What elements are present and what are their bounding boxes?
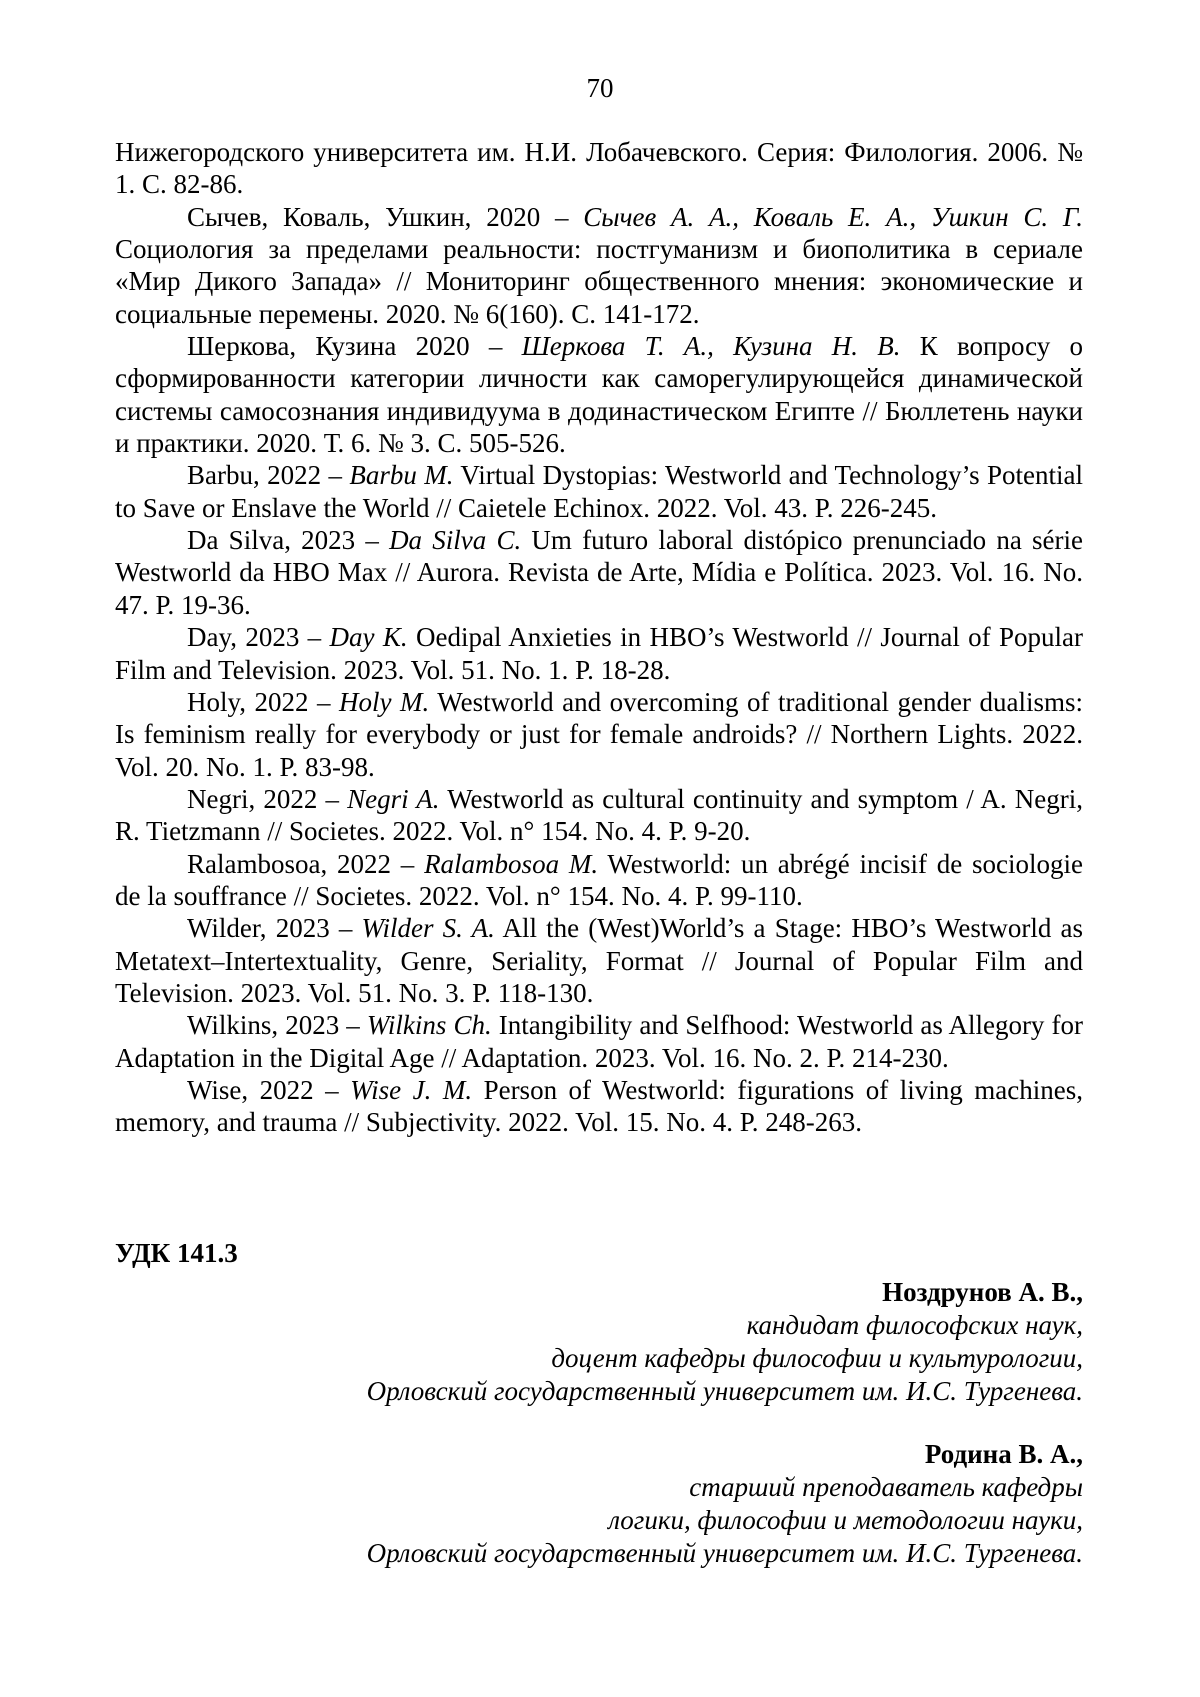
reference-text: Intangibility and Selfhood: Westworld as Allegory for Adaptation in the Digital Age // Adaptation. 2023. Vol. 16. No. 2. P. 214-230. [115, 1010, 1083, 1073]
reference-text: Westworld as cultural continuity and symptom / A. Negri, R. Tietzmann // Societes. 2022. Vol. n° 154. No. 4. P. 9-20. [115, 783, 1084, 847]
reference-entry [115, 686, 1083, 783]
reference-authors: Wise J. M. [350, 1074, 473, 1105]
reference-list [115, 136, 1083, 1139]
reference-authors: Negri A. [347, 783, 440, 814]
author-position: старший преподаватель кафедры [689, 1472, 1083, 1502]
reference-entry [115, 459, 1083, 524]
reference-text: Oedipal Anxieties in HBO’s Westworld // Journal of Popular Film and Television. 2023. Vol. 51. No. 1. P. 18-28. [115, 622, 1084, 685]
reference-lead: Ralambosoa, 2022 – [187, 848, 425, 879]
author-university: Орловский государственный университет им. И.С. Тургенева. [366, 1538, 1083, 1568]
reference-entry [115, 912, 1083, 1009]
reference-text: Нижегородского университета им. Н.И. Лобачевского. Серия: Филология. 2006. № 1. С. 82-86. [115, 137, 1083, 200]
reference-authors: Шеркова Т. А., Кузина Н. В. [521, 331, 901, 362]
reference-authors: Wilkins Ch. [366, 1010, 492, 1041]
author-block [183, 1438, 1083, 1570]
reference-text: Virtual Dystopias: Westworld and Technology’s Potential to Save or Enslave the World // Caietele Echinox. 2022. Vol. 43. P. 226-245. [115, 460, 1083, 523]
author-name: Родина В. А., [924, 1439, 1083, 1469]
author-block [183, 1276, 1083, 1408]
reference-authors: Ralambosoa M. [424, 848, 599, 879]
author-department: логики, философии и методологии науки, [608, 1505, 1083, 1535]
reference-lead: Сычев, Коваль, Ушкин, 2020 – [187, 201, 584, 232]
author-name: Ноздрунов А. В., [882, 1277, 1083, 1307]
reference-entry [115, 1074, 1083, 1139]
reference-lead: Holy, 2022 – [187, 686, 340, 717]
reference-entry [115, 783, 1083, 848]
reference-authors: Da Silva C. [389, 525, 522, 556]
reference-entry [115, 330, 1083, 459]
reference-text: Um futuro laboral distópico prenunciado na série Westworld da HBO Max // Aurora. Revista de Arte, Mídia e Política. 2023. Vol. 16. No. 47. P. 19-36. [115, 525, 1083, 620]
reference-authors: Wilder S. A. [361, 913, 495, 944]
reference-lead: Wise, 2022 – [187, 1074, 351, 1105]
reference-lead: Barbu, 2022 – [187, 460, 350, 491]
author-department: доцент кафедры философии и культурологии, [551, 1343, 1083, 1373]
author-university: Орловский государственный университет им. И.С. Тургенева. [366, 1376, 1083, 1406]
author-position: кандидат философских наук, [746, 1310, 1083, 1340]
reference-lead: Negri, 2022 – [187, 783, 348, 814]
reference-lead: Шеркова, Кузина 2020 – [187, 331, 522, 362]
reference-lead: Wilder, 2023 – [187, 913, 362, 944]
reference-lead: Wilkins, 2023 – [187, 1010, 367, 1041]
page-number: 70 [586, 73, 614, 103]
reference-entry [115, 201, 1083, 330]
reference-authors: Сычев А. А., Коваль Е. А., Ушкин С. Г. [583, 201, 1083, 232]
reference-entry [115, 621, 1083, 686]
reference-authors: Day K. [329, 622, 408, 653]
reference-text: Person of Westworld: figurations of living machines, memory, and trauma // Subjectivity. 2022. Vol. 15. No. 4. P. 248-263. [115, 1074, 1083, 1138]
reference-entry [115, 1009, 1083, 1074]
reference-text: Социология за пределами реальности: постгуманизм и биополитика в сериале «Мир Дикого Запада» // Мониторинг общественного мнения: экономические и социальные перемены. 2020. № 6(160). С. 141-172. [115, 234, 1083, 329]
reference-text: К вопросу о сформированности категории личности как саморегулирующейся динамической системы самосознания индивидуума в додинастическом Египте // Бюллетень науки и практики. 2020. Т. 6. № 3. С. 505-526. [115, 331, 1084, 459]
reference-entry [115, 136, 1083, 201]
reference-text: Westworld and overcoming of traditional gender dualisms: Is feminism really for everybody or just for female androids? // Northern Lights. 2022. Vol. 20. No. 1. P. 83-98. [115, 686, 1083, 782]
reference-entry [115, 848, 1083, 913]
udk-code: УДК 141.3 [115, 1238, 238, 1268]
reference-text: Westworld: un abrégé incisif de sociologie de la souffrance // Societes. 2022. Vol. n° 154. No. 4. P. 99-110. [115, 848, 1083, 911]
reference-authors: Barbu M. [349, 460, 454, 491]
reference-entry [115, 524, 1083, 621]
reference-lead: Da Silva, 2023 – [187, 525, 390, 556]
reference-text: All the (West)World’s a Stage: HBO’s Westworld as Metatext–Intertextuality, Genre, Seriality, Format // Journal of Popular Film and Television. 2023. Vol. 51. No. 3. P. 118-130. [115, 913, 1083, 1008]
reference-authors: Holy M. [339, 686, 430, 717]
reference-lead: Day, 2023 – [187, 622, 330, 653]
